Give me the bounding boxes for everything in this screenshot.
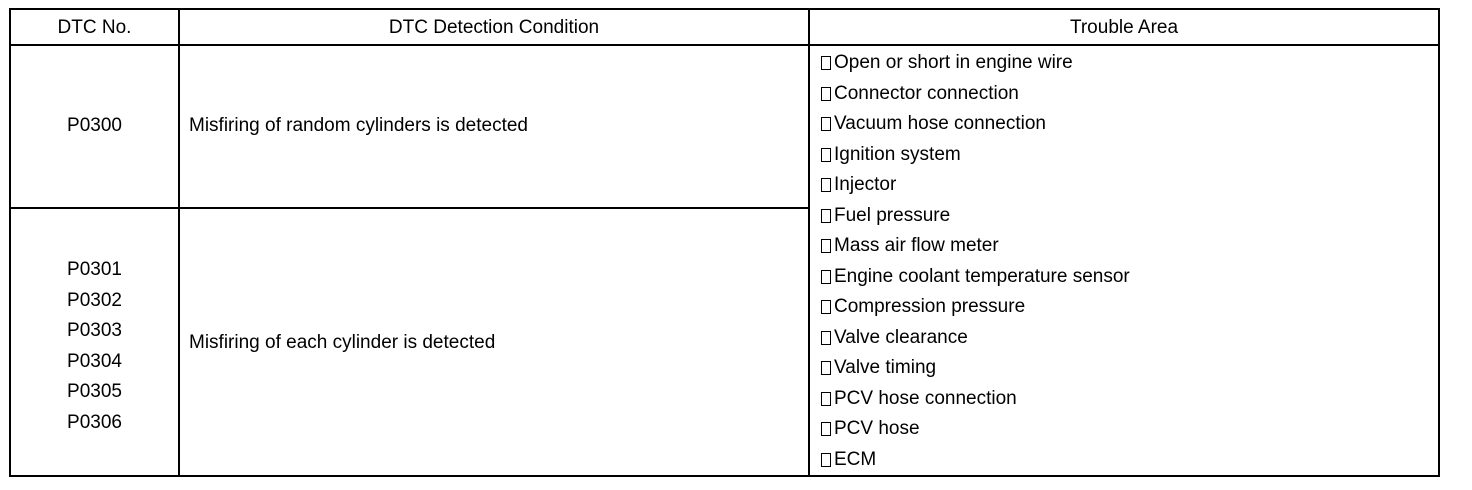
dtc-code: P0303 — [67, 320, 122, 341]
trouble-area-label: PCV hose — [834, 418, 920, 439]
trouble-area-label: ECM — [834, 448, 877, 470]
checkbox-icon — [821, 331, 831, 345]
list-item — [819, 231, 1130, 262]
checkbox-icon — [821, 422, 831, 436]
trouble-area-label: Mass air flow meter — [834, 235, 999, 256]
list-item — [819, 170, 1130, 201]
checkbox-icon — [821, 209, 831, 223]
header-dtc-no: DTC No. — [57, 17, 132, 38]
list-item — [819, 262, 1130, 293]
row2-dtc-codes — [11, 255, 178, 438]
row2-condition: Misfiring of each cylinder is detected — [189, 332, 496, 353]
trouble-area-label: Injector — [834, 174, 897, 195]
checkbox-icon — [821, 392, 831, 406]
list-item — [819, 79, 1130, 110]
list-item — [819, 384, 1130, 415]
list-item — [819, 140, 1130, 171]
checkbox-icon — [821, 117, 831, 131]
list-item — [819, 109, 1130, 140]
list-item — [819, 323, 1130, 354]
column-divider-2 — [808, 10, 810, 475]
column-divider-1 — [178, 10, 180, 475]
trouble-area-list — [819, 48, 1130, 475]
dtc-code: P0306 — [67, 411, 122, 433]
trouble-area-label: Engine coolant temperature sensor — [834, 265, 1130, 287]
list-item — [819, 353, 1130, 384]
dtc-code: P0300 — [67, 115, 122, 136]
checkbox-icon — [821, 148, 831, 162]
checkbox-icon — [821, 361, 831, 375]
trouble-area-label: Connector connection — [834, 82, 1019, 104]
dtc-table — [9, 8, 1440, 477]
checkbox-icon — [821, 270, 831, 284]
list-item — [819, 292, 1130, 323]
trouble-area-label: PCV hose connection — [834, 387, 1017, 409]
trouble-area-label: Compression pressure — [834, 296, 1026, 317]
trouble-area-label: Valve clearance — [834, 326, 968, 348]
dtc-code: P0305 — [67, 381, 122, 402]
checkbox-icon — [821, 178, 831, 192]
list-item — [819, 48, 1130, 79]
row1-dtc-codes — [11, 111, 178, 142]
trouble-area-label: Valve timing — [834, 357, 937, 378]
list-item — [819, 414, 1130, 445]
checkbox-icon — [821, 87, 831, 101]
trouble-area-label: Fuel pressure — [834, 204, 951, 226]
dtc-code: P0304 — [67, 350, 122, 372]
checkbox-icon — [821, 300, 831, 314]
trouble-area-label: Open or short in engine wire — [834, 52, 1073, 73]
header-detection-condition: DTC Detection Condition — [388, 17, 600, 38]
checkbox-icon — [821, 239, 831, 253]
row1-condition: Misfiring of random cylinders is detected — [189, 115, 528, 136]
checkbox-icon — [821, 56, 831, 70]
row-divider — [11, 207, 809, 209]
header-trouble-area: Trouble Area — [1069, 17, 1179, 38]
trouble-area-label: Vacuum hose connection — [834, 113, 1046, 134]
list-item — [819, 201, 1130, 232]
trouble-area-label: Ignition system — [834, 143, 961, 165]
dtc-code: P0302 — [67, 289, 122, 311]
header-divider — [11, 44, 1438, 46]
checkbox-icon — [821, 453, 831, 467]
list-item — [819, 445, 1130, 476]
dtc-code: P0301 — [67, 259, 122, 280]
